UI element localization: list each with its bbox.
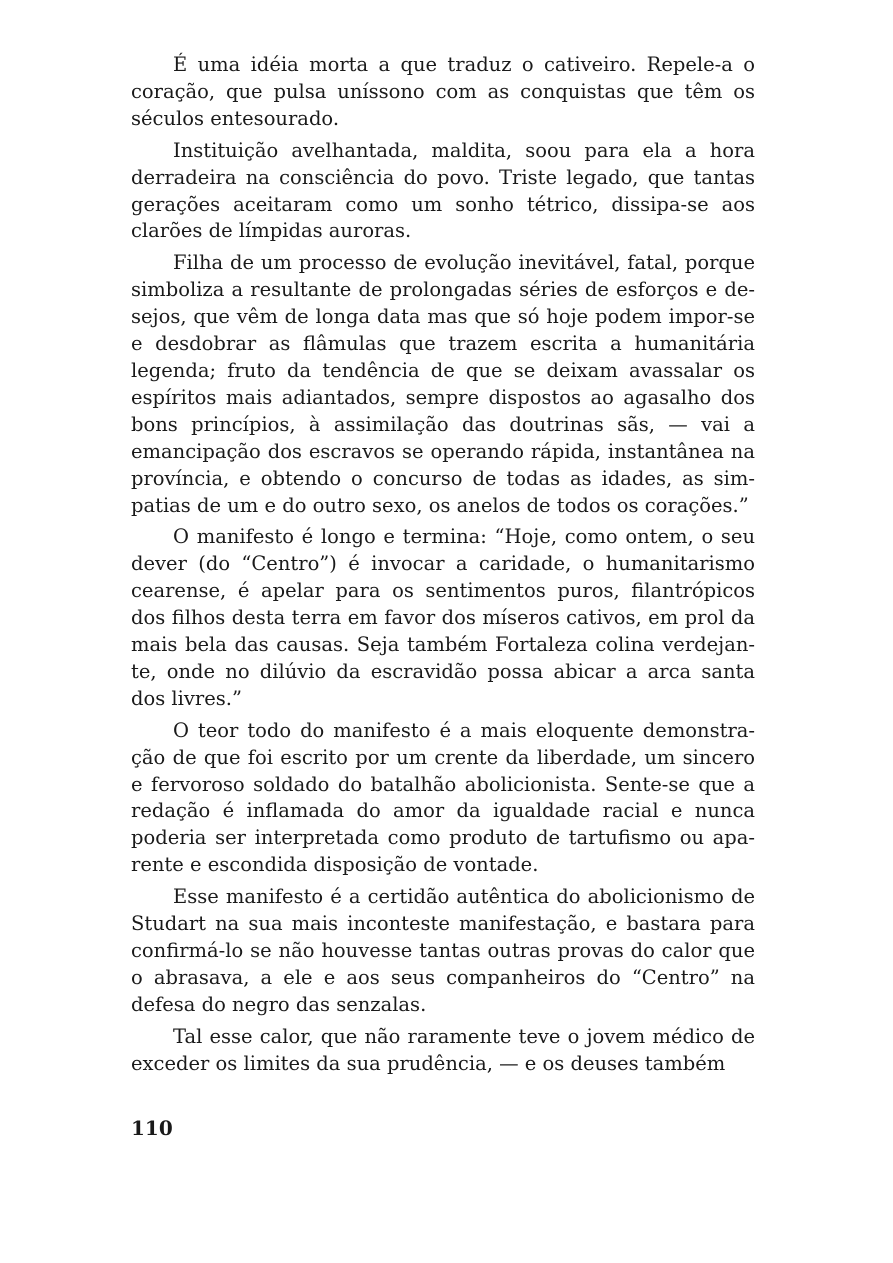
paragraph-3: Filha de um processo de evolução inevitável, fatal, porque simboliza a resultante de prolongadas séries de esforços e desejos, que vêm de longa data mas que só hoje podem impor-se e desdobrar as flâmulas que trazem escrita a humanitária legenda; fruto da tendência de que se deixam avassalar os espíritos mais adiantados, sempre dispostos ao agasalho dos bons princípios, à assimilação das doutrinas sãs, — vai a emancipação dos escravos se operando rápida, instantânea na província, e obtendo o concurso de todas as idades, as simpatias de um e do outro sexo, os anelos de todos os corações.” — [131, 251, 755, 517]
body-text — [131, 52, 755, 1083]
paragraph-1: É uma idéia morta a que traduz o cativeiro. Repele-a o coração, que pulsa uníssono com as conquistas que têm os séculos entesourado. — [131, 53, 755, 130]
paragraph-4: O manifesto é longo e termina: “Hoje, como ontem, o seu dever (do “Centro”) é invocar a caridade, o humanitarismo cearense, é apelar para os sentimentos puros, filantrópicos dos filhos desta terra em favor dos míseros cativos, em prol da mais bela das causas. Seja também Fortaleza colina verdejante, onde no dilúvio da escravidão possa abicar a arca santa dos livres.” — [131, 525, 755, 710]
paragraph-5: O teor todo do manifesto é a mais eloquente demonstração de que foi escrito por um crente da liberdade, um sincero e fervoroso soldado do batalhão abolicionista. Sente-se que a redação é inflamada do amor da igualdade racial e nunca poderia ser interpretada como produto de tartufismo ou aparente e escondida disposição de vontade. — [131, 718, 755, 877]
page-number: 110 — [131, 1116, 173, 1140]
paragraph-2: Instituição avelhantada, maldita, soou para ela a hora derradeira na consciência do povo. Triste legado, que tantas gerações aceitaram como um sonho tétrico, dissipa-se aos clarões de límpidas auroras. — [131, 138, 755, 243]
paragraph-6: Esse manifesto é a certidão autêntica do abolicionismo de Studart na sua mais inconteste manifestação, e bastara para confirmá-lo se não houvesse tantas outras provas do calor que o abrasava, a ele e aos seus companheiros do “Centro” na defesa do negro das senzalas. — [131, 885, 755, 1016]
paragraph-7: Tal esse calor, que não raramente teve o jovem médico de exceder os limites da sua prudência, — e os deuses também — [131, 1024, 755, 1075]
